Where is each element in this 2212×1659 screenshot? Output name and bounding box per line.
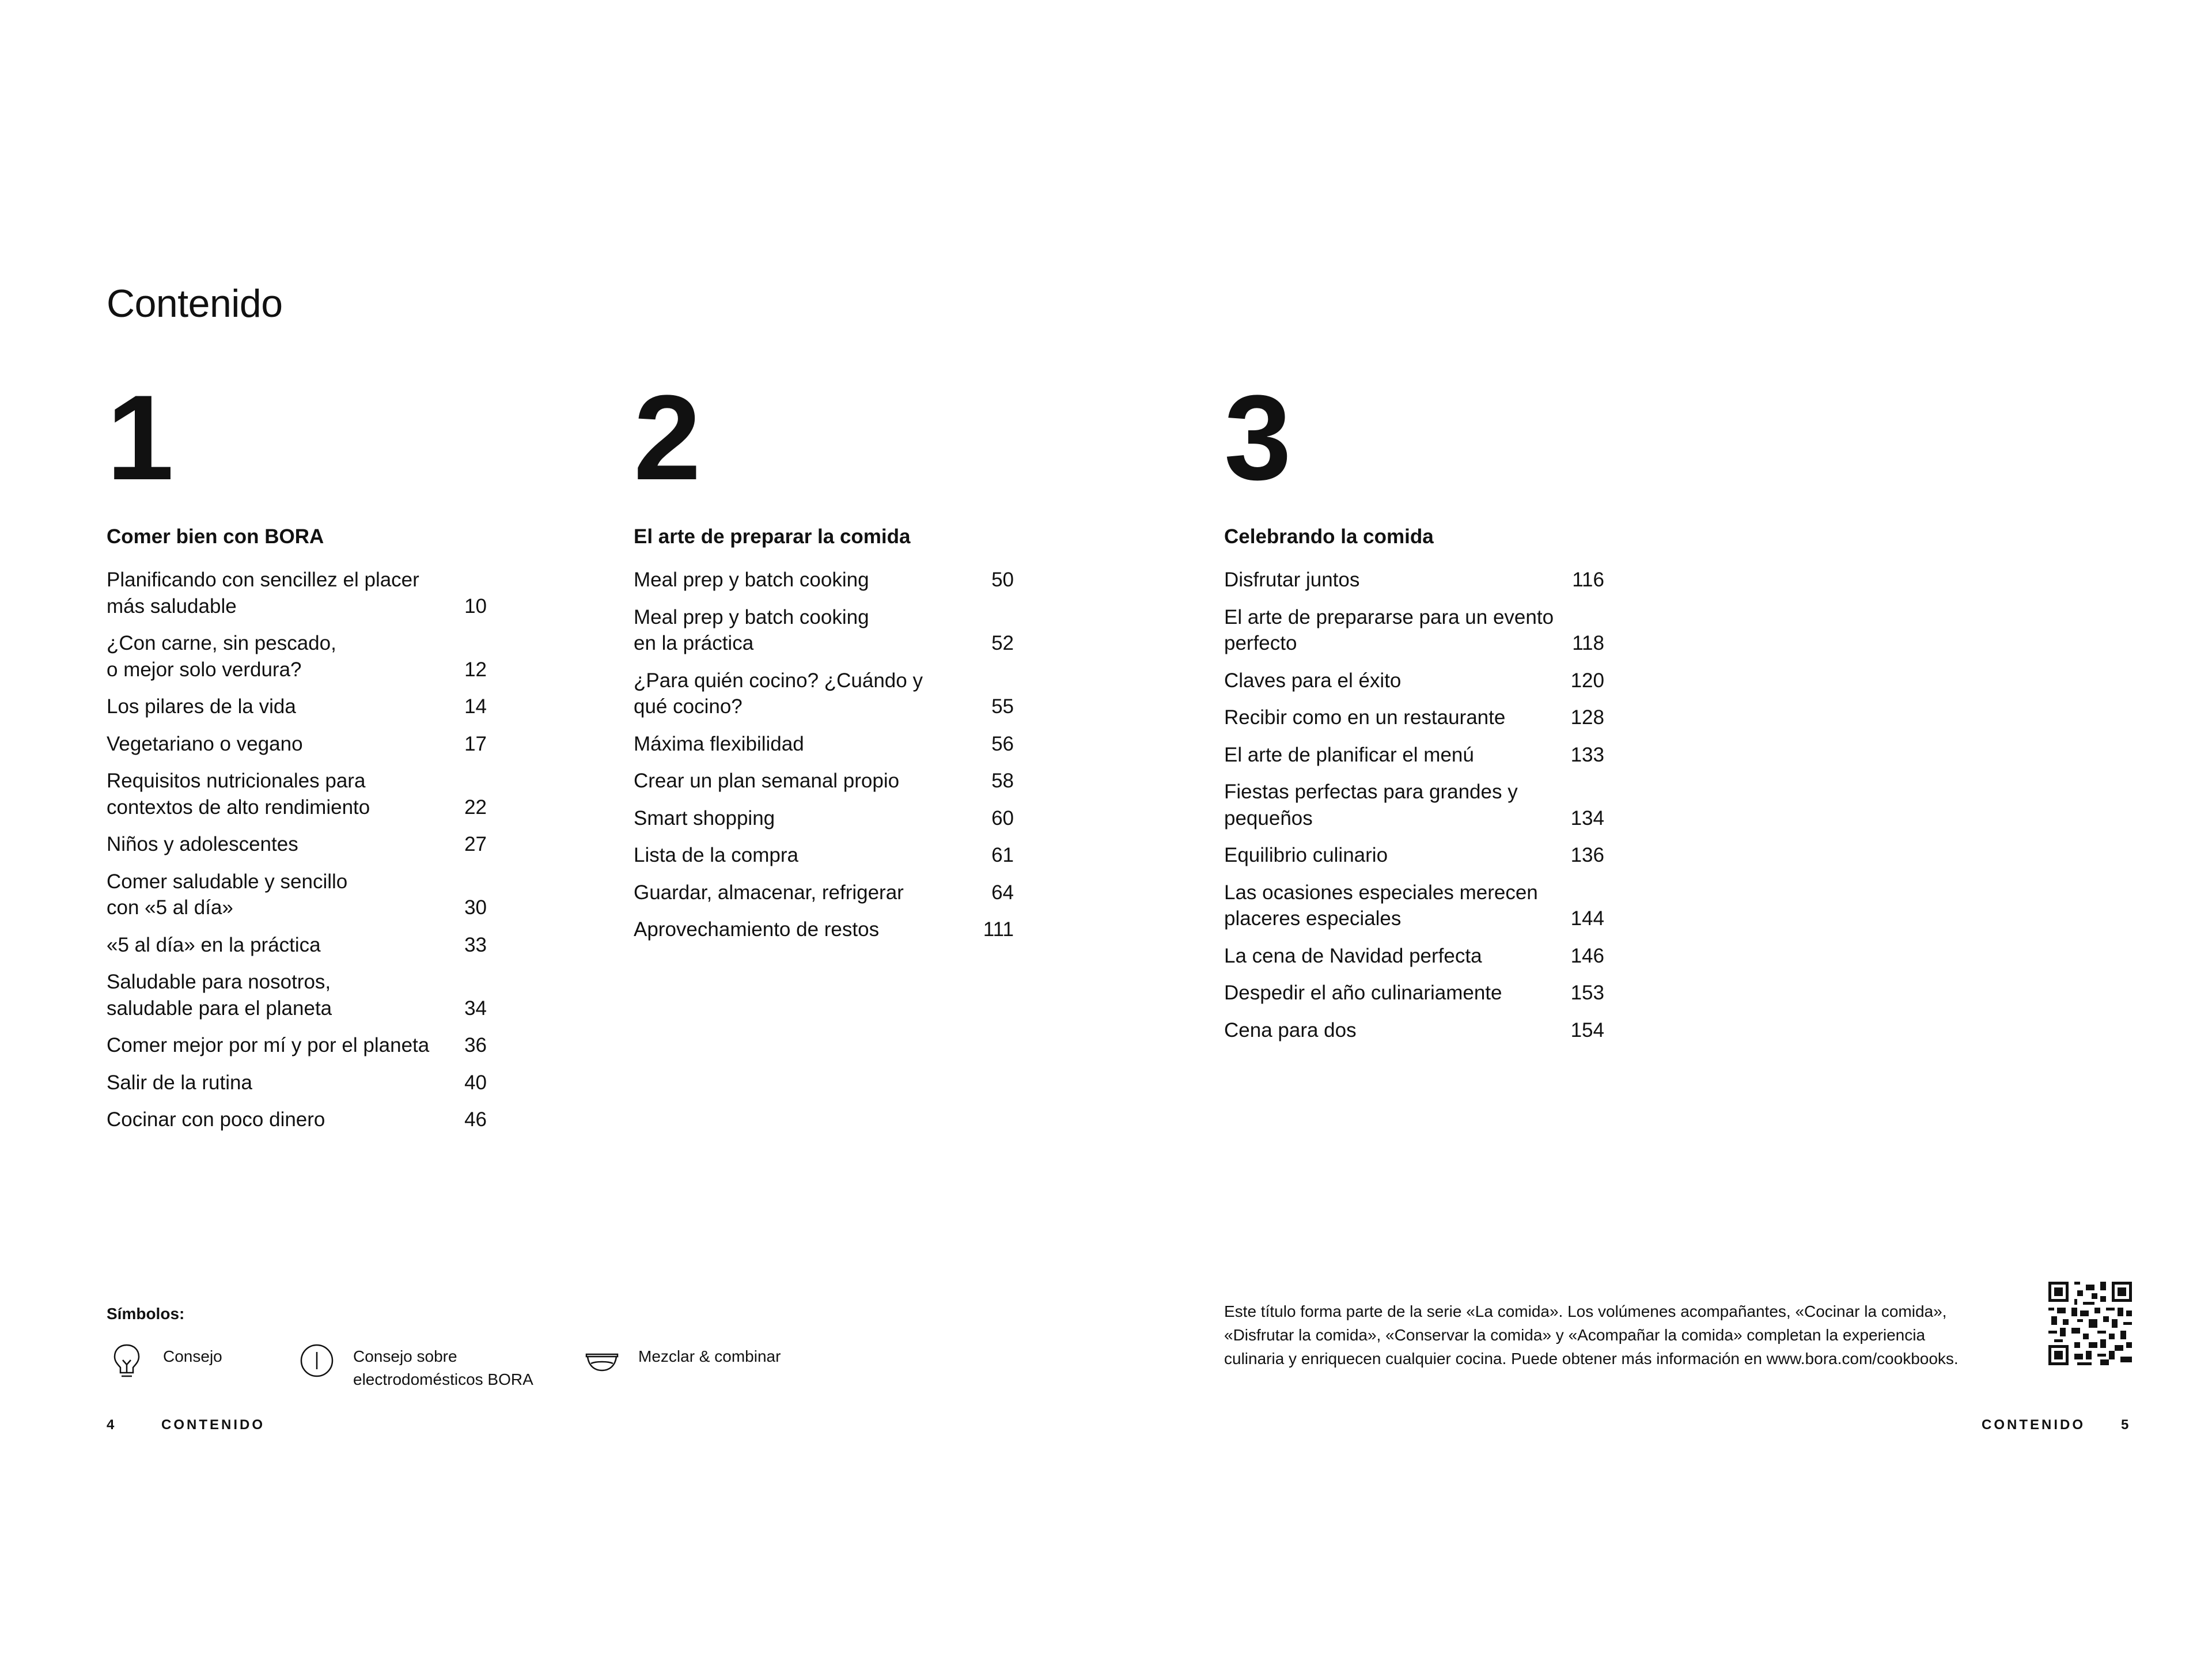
toc-entry (634, 731, 1014, 757)
toc-entry-page: 22 (464, 796, 487, 819)
toc-entry-title: Máxima flexibilidad (634, 732, 804, 755)
toc-entry-page: 56 (991, 732, 1014, 755)
running-header-right: CONTENIDO (1982, 1417, 2085, 1433)
toc-entry-title: Recibir como en un restaurante (1224, 706, 1506, 729)
toc-entry-page: 134 (1570, 806, 1604, 830)
toc-entry-page: 40 (464, 1071, 487, 1094)
toc-entry (634, 916, 1014, 943)
toc-entry (1224, 742, 1604, 768)
series-note: Este título forma parte de la serie «La comida». Los volúmenes acompañantes, «Cocinar la comida», «Disfrutar la comida», «Conservar la comida» y «Acompañar la comida» completan la experiencia culinaria y enriquecen cualquier cocina. Puede obtener más información en www.bora.com/cookbooks. (1224, 1302, 1959, 1368)
toc-entry (1224, 668, 1604, 694)
symbol-label: Consejo sobre electrodomésticos BORA (353, 1347, 533, 1388)
toc-entry-title: El arte de prepararse para un evento perfecto (1224, 605, 1554, 654)
toc-entry (634, 768, 1014, 794)
toc-entry (634, 668, 1014, 720)
toc-entry-title: Smart shopping (634, 806, 775, 830)
toc-entry (107, 1070, 487, 1096)
toc-entry-title: Guardar, almacenar, refrigerar (634, 881, 904, 904)
toc-entry (107, 932, 487, 959)
toc-entry-title: Niños y adolescentes (107, 833, 298, 855)
symbol-label: Consejo (163, 1347, 222, 1365)
toc-entry-page: 14 (464, 695, 487, 718)
toc-entry (107, 969, 487, 1021)
toc-entry-page: 10 (464, 594, 487, 618)
toc-entry (107, 869, 487, 921)
toc-entry (1224, 704, 1604, 731)
toc-entry-page: 144 (1570, 907, 1604, 930)
toc-entry-title: Lista de la compra (634, 844, 798, 866)
toc-entry-title: Meal prep y batch cooking en la práctica (634, 605, 869, 654)
toc-entry (107, 630, 487, 683)
page-number-left: 4 (107, 1417, 117, 1433)
toc-entry-title: Salir de la rutina (107, 1071, 252, 1094)
symbols-title: Símbolos: (107, 1305, 185, 1323)
chapter-2 (634, 370, 1014, 954)
toc-entry (1224, 842, 1604, 869)
toc-entry-title: ¿Con carne, sin pescado, o mejor solo verdura? (107, 632, 336, 681)
chapter-3 (1224, 370, 1604, 1054)
page-number-right: 5 (2121, 1417, 2131, 1433)
toc-entry-title: El arte de planificar el menú (1224, 743, 1474, 766)
chapter-title: Comer bien con BORA (107, 525, 324, 548)
toc-entry-title: Equilibrio culinario (1224, 844, 1388, 866)
toc-entry-page: 120 (1570, 669, 1604, 692)
chapter-number: 1 (107, 370, 172, 505)
toc-entry (107, 731, 487, 757)
toc-entry-page: 36 (464, 1034, 487, 1056)
toc-entry-page: 55 (991, 695, 1014, 718)
toc-entry-page: 33 (464, 933, 487, 956)
lightbulb-icon (107, 1340, 147, 1381)
toc-entry-page: 118 (1572, 632, 1604, 654)
toc-entry-title: Aprovechamiento de restos (634, 918, 880, 941)
toc-entry-page: 58 (991, 770, 1014, 792)
toc-entry-title: Crear un plan semanal propio (634, 770, 900, 792)
toc-entry-page: 133 (1570, 743, 1604, 766)
chapter-title: El arte de preparar la comida (634, 525, 911, 548)
toc-list (1224, 567, 1604, 1043)
toc-entry-title: La cena de Navidad perfecta (1224, 944, 1482, 967)
toc-entry-page: 46 (464, 1108, 487, 1131)
toc-entry-title: Planificando con sencillez el placer más saludable (107, 569, 419, 618)
toc-entry-page: 52 (991, 632, 1014, 654)
toc-entry-title: Disfrutar juntos (1224, 569, 1360, 591)
toc-list (634, 567, 1014, 943)
toc-entry (107, 1107, 487, 1133)
toc-entry-page: 153 (1570, 982, 1604, 1004)
toc-entry (1224, 880, 1604, 932)
toc-entry-title: Cena para dos (1224, 1018, 1357, 1041)
chapter-number: 3 (1224, 370, 1289, 505)
toc-entry-page: 12 (464, 658, 487, 681)
toc-entry (1224, 604, 1604, 657)
chapter-1 (107, 370, 487, 1144)
toc-entry-page: 64 (991, 881, 1014, 904)
toc-entry-page: 50 (991, 569, 1014, 591)
toc-entry-title: «5 al día» en la práctica (107, 933, 321, 956)
symbols-legend (107, 1305, 781, 1388)
toc-list (107, 567, 487, 1133)
toc-entry-page: 34 (464, 997, 487, 1020)
toc-entry-title: Las ocasiones especiales merecen placeres especiales (1224, 881, 1538, 930)
toc-entry-title: Los pilares de la vida (107, 695, 296, 718)
toc-entry-title: Meal prep y batch cooking (634, 569, 869, 591)
symbol-item (297, 1340, 584, 1391)
toc-entry-page: 17 (464, 732, 487, 755)
toc-entry-title: Cocinar con poco dinero (107, 1108, 325, 1131)
toc-entry-title: Vegetariano o vegano (107, 732, 303, 755)
info-circle-icon (297, 1340, 337, 1381)
chapter-number: 2 (634, 370, 699, 505)
symbol-item (582, 1340, 869, 1381)
toc-entry-page: 146 (1570, 944, 1604, 967)
toc-entry-page: 128 (1570, 706, 1604, 729)
toc-entry (107, 567, 487, 619)
toc-entry-title: Requisitos nutricionales para contextos de alto rendimiento (107, 770, 370, 819)
toc-entry-page: 154 (1570, 1018, 1604, 1041)
toc-entry (634, 567, 1014, 593)
toc-entry (634, 805, 1014, 832)
toc-entry-title: ¿Para quién cocino? ¿Cuándo y qué cocino? (634, 669, 923, 718)
toc-entry-title: Fiestas perfectas para grandes y pequeños (1224, 781, 1518, 830)
chapter-title: Celebrando la comida (1224, 525, 1434, 548)
toc-entry (107, 831, 487, 858)
toc-entry (107, 768, 487, 820)
toc-entry (1224, 1017, 1604, 1044)
toc-entry-page: 30 (464, 896, 487, 919)
toc-entry-page: 27 (464, 833, 487, 855)
running-header-left: CONTENIDO (161, 1417, 265, 1433)
toc-entry (634, 604, 1014, 657)
qr-code-icon (2048, 1282, 2132, 1365)
toc-entry-page: 136 (1570, 844, 1604, 866)
toc-entry (107, 694, 487, 720)
toc-entry-page: 61 (991, 844, 1014, 866)
toc-entry-title: Comer saludable y sencillo con «5 al día» (107, 870, 348, 919)
toc-entry (634, 842, 1014, 869)
toc-entry-title: Saludable para nosotros, saludable para el planeta (107, 971, 332, 1020)
toc-entry (634, 880, 1014, 906)
toc-entry-page: 116 (1572, 569, 1604, 591)
page-title: Contenido (107, 282, 283, 325)
toc-entry (1224, 943, 1604, 969)
toc-entry-page: 60 (991, 806, 1014, 830)
bowl-icon (582, 1340, 622, 1381)
toc-entry-title: Claves para el éxito (1224, 669, 1402, 692)
toc-entry-title: Comer mejor por mí y por el planeta (107, 1034, 430, 1056)
symbol-label: Mezclar & combinar (638, 1347, 781, 1365)
toc-entry (1224, 980, 1604, 1006)
toc-entry (1224, 567, 1604, 593)
toc-entry-title: Despedir el año culinariamente (1224, 982, 1502, 1004)
toc-entry (107, 1032, 487, 1059)
toc-entry-page: 111 (983, 918, 1014, 941)
toc-entry (1224, 779, 1604, 831)
